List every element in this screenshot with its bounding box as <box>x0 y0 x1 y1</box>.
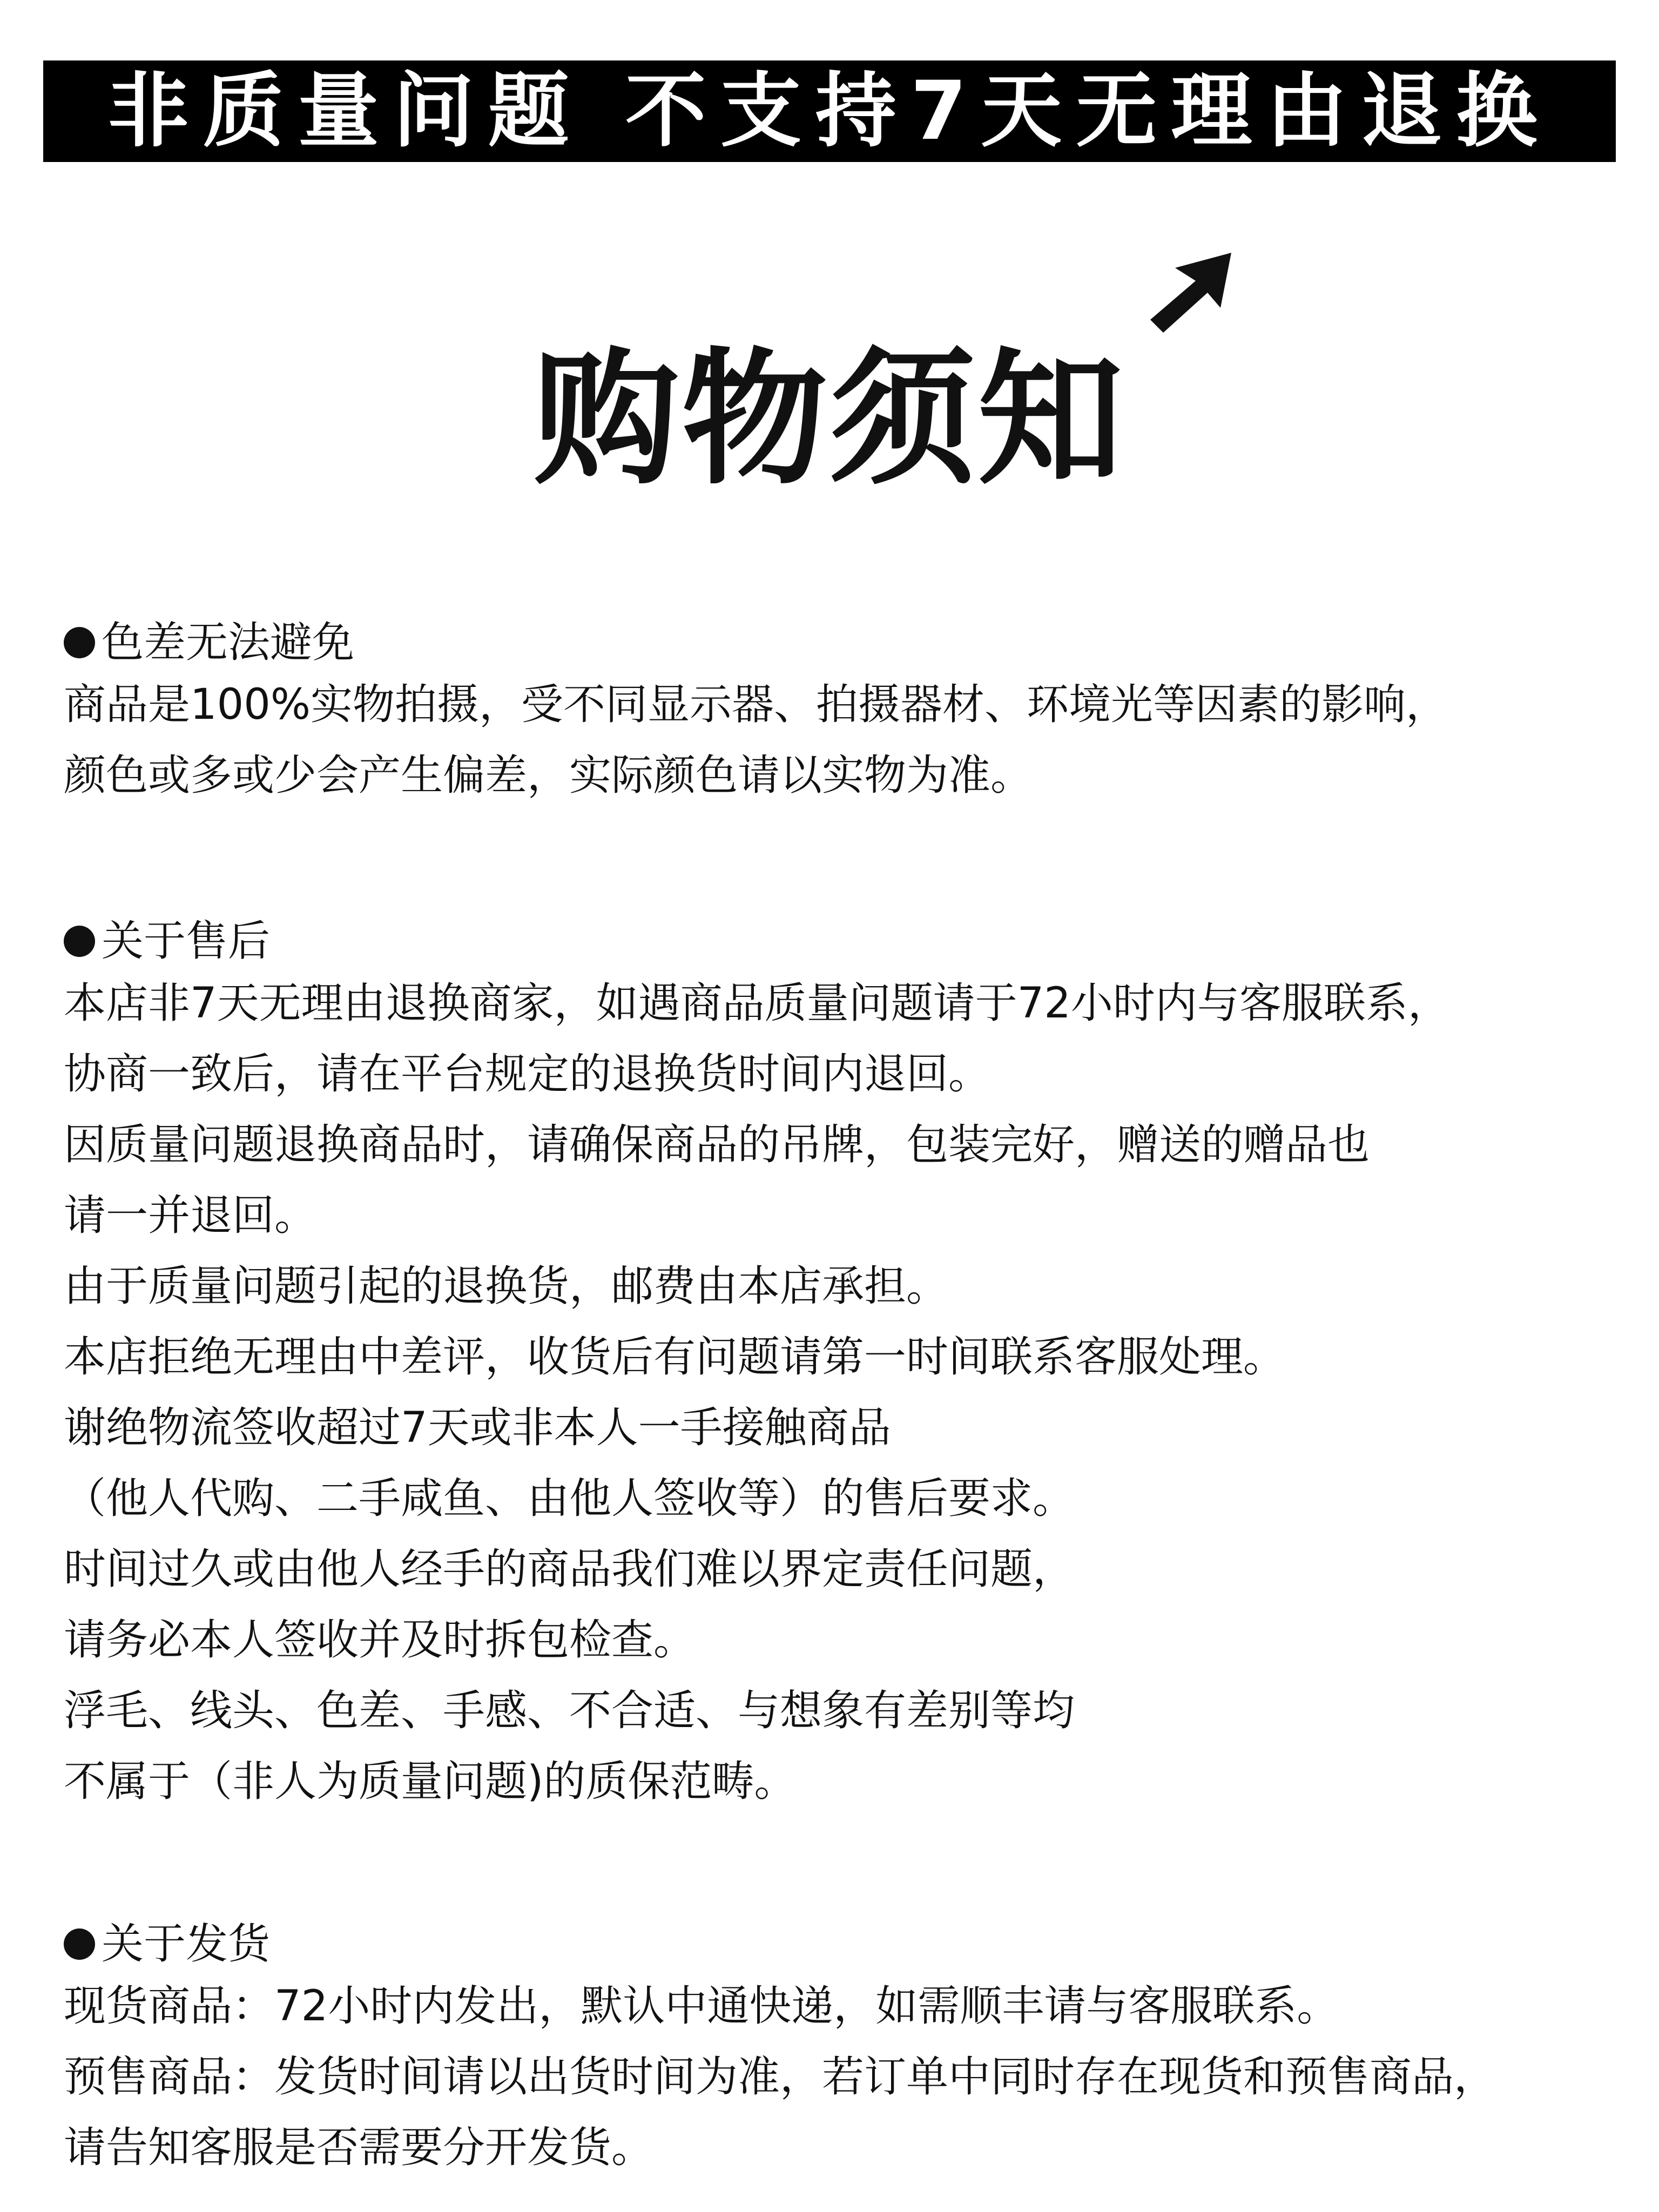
paragraph-line: 时间过久或由他人经手的商品我们难以界定责任问题， <box>64 1545 1075 1594</box>
paragraph-line: 因质量问题退换商品时，请确保商品的吊牌，包装完好，赠送的赠品也 <box>64 1121 1370 1169</box>
paragraph-line: 颜色或多或少会产生偏差，实际颜色请以实物为准。 <box>64 751 1033 800</box>
section-color-difference <box>64 616 1619 811</box>
banner-text: 非质量问题 不支持7天无理由退换 <box>107 64 1552 158</box>
section-heading-text: 关于售后 <box>102 917 271 966</box>
paragraph-line: 浮毛、线头、色差、手感、不合适、与想象有差别等均 <box>64 1687 1075 1735</box>
paragraph-line: （他人代购、二手咸鱼、由他人签收等）的售后要求。 <box>64 1474 1075 1523</box>
section-shipping <box>64 1917 1619 2183</box>
page-title: 购物须知 <box>534 333 1125 504</box>
bullet-dot-icon <box>64 627 95 658</box>
paragraph-line: 商品是100%实物拍摄，受不同显示器、拍摄器材、环境光等因素的影响， <box>64 680 1448 729</box>
arrow-up-right-icon <box>1139 248 1237 335</box>
paragraph-line: 协商一致后，请在平台规定的退换货时间内退回。 <box>64 1050 991 1098</box>
section-heading-text: 关于发货 <box>102 1920 271 1968</box>
paragraph-line: 请务必本人签收并及时拆包检查。 <box>64 1616 696 1664</box>
paragraph-line: 由于质量问题引起的退换货，邮费由本店承担。 <box>64 1262 949 1311</box>
section-heading <box>64 914 1619 968</box>
section-after-sales <box>64 914 1619 1817</box>
section-heading <box>64 616 1619 670</box>
paragraph-line: 请告知客服是否需要分开发货。 <box>64 2123 654 2172</box>
paragraph-line: 本店非7天无理由退换商家，如遇商品质量问题请于72小时内与客服联系， <box>64 979 1450 1028</box>
top-banner <box>43 60 1616 162</box>
paragraph-line: 现货商品：72小时内发出，默认中通快递，如需顺丰请与客服联系。 <box>64 1982 1339 2031</box>
paragraph-line: 请一并退回。 <box>64 1191 317 1240</box>
paragraph-line: 预售商品：发货时间请以出货时间为准，若订单中同时存在现货和预售商品， <box>64 2053 1496 2101</box>
section-heading-text: 色差无法避免 <box>102 618 355 667</box>
paragraph-line: 不属于（非人为质量问题)的质保范畴。 <box>64 1757 797 1806</box>
bullet-dot-icon <box>64 1928 95 1960</box>
bullet-dot-icon <box>64 926 95 957</box>
section-heading <box>64 1917 1619 1971</box>
paragraph-line: 本店拒绝无理由中差评，收货后有问题请第一时间联系客服处理。 <box>64 1333 1286 1381</box>
paragraph-line: 谢绝物流签收超过7天或非本人一手接触商品 <box>64 1404 891 1452</box>
